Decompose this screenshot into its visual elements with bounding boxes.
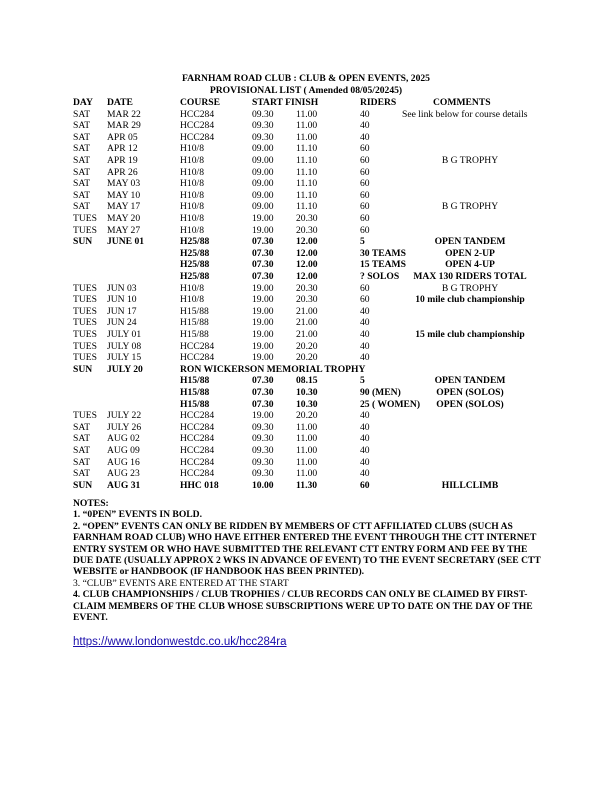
cell-finish: 12.00 (296, 270, 318, 282)
cell-date: JUN 10 (107, 294, 137, 306)
cell-finish: 20.20 (296, 410, 318, 422)
cell-course: H10/8 (180, 189, 204, 201)
cell-riders: 60 (360, 294, 370, 306)
cell-date: APR 05 (107, 131, 138, 143)
cell-riders: 60 (360, 166, 370, 178)
cell-finish: 08.15 (296, 375, 318, 387)
table-row (0, 294, 612, 306)
cell-course: H15/88 (180, 375, 210, 387)
table-row (0, 399, 612, 411)
cell-start: 09.30 (252, 468, 274, 480)
cell-riders: 40 (360, 421, 370, 433)
cell-day: TUES (73, 224, 97, 236)
cell-course: HCC284 (180, 131, 215, 143)
cell-start: 07.30 (252, 236, 274, 248)
cell-course: HCC284 (180, 120, 215, 132)
table-row (0, 306, 612, 318)
cell-riders: 60 (360, 479, 370, 491)
cell-course: HCC284 (180, 352, 215, 364)
table-row (0, 178, 612, 190)
table-row (0, 480, 612, 492)
cell-riders: 40 (360, 444, 370, 456)
table-row (0, 341, 612, 353)
cell-date: JUN 24 (107, 317, 137, 329)
cell-riders: 30 TEAMS (360, 247, 406, 259)
cell-course: H10/8 (180, 294, 204, 306)
cell-start: 09.00 (252, 201, 274, 213)
cell-day: TUES (73, 305, 97, 317)
cell-course: H15/88 (180, 386, 210, 398)
cell-date: JULY 20 (107, 363, 143, 375)
cell-date: JUN 17 (107, 305, 137, 317)
notes-section (73, 498, 543, 623)
cell-finish: 11.10 (296, 154, 318, 166)
cell-day: SAT (73, 421, 91, 433)
table-row (0, 248, 612, 260)
cell-date: APR 19 (107, 154, 138, 166)
cell-riders: 5 (360, 375, 365, 387)
cell-comment: OPEN 2-UP (445, 247, 495, 259)
col-day: DAY (73, 97, 93, 108)
cell-riders: 60 (360, 224, 370, 236)
cell-date: AUG 23 (107, 468, 140, 480)
cell-start: 19.00 (252, 340, 274, 352)
cell-riders: 40 (360, 410, 370, 422)
cell-course: HCC284 (180, 421, 215, 433)
cell-finish: 11.00 (296, 421, 318, 433)
cell-comment: HILLCLIMB (441, 479, 499, 491)
cell-finish: 12.00 (296, 236, 318, 248)
cell-course: H25/88 (180, 236, 210, 248)
cell-day: SAT (73, 468, 91, 480)
cell-finish: 20.30 (296, 212, 318, 224)
table-row (0, 283, 612, 295)
cell-date: APR 26 (107, 166, 138, 178)
cell-course: HCC284 (180, 468, 215, 480)
cell-riders: 40 (360, 340, 370, 352)
cell-riders: 25 ( WOMEN) (360, 398, 421, 410)
table-row (0, 317, 612, 329)
cell-comment: OPEN TANDEM (434, 375, 506, 387)
cell-finish: 11.10 (296, 166, 318, 178)
cell-date: JUNE 01 (107, 236, 145, 248)
table-row (0, 352, 612, 364)
cell-start: 19.00 (252, 212, 274, 224)
cell-finish: 11.00 (296, 444, 318, 456)
table-row (0, 236, 612, 248)
cell-riders: 40 (360, 352, 370, 364)
table-row (0, 445, 612, 457)
cell-finish: 21.00 (296, 305, 318, 317)
cell-riders: 40 (360, 328, 370, 340)
cell-day: TUES (73, 212, 97, 224)
cell-date: JULY 26 (107, 421, 142, 433)
cell-start: 09.30 (252, 131, 274, 143)
table-row (0, 143, 612, 155)
cell-course: HCC284 (180, 410, 215, 422)
cell-day: SAT (73, 189, 91, 201)
table-row (0, 190, 612, 202)
cell-date: JULY 08 (107, 340, 142, 352)
cell-comment: B G TROPHY (441, 282, 499, 294)
cell-day: TUES (73, 328, 97, 340)
table-row (0, 201, 612, 213)
cell-course: H10/8 (180, 143, 204, 155)
cell-course: HCC284 (180, 108, 215, 120)
cell-comment: OPEN TANDEM (434, 236, 506, 248)
cell-start: 19.00 (252, 352, 274, 364)
cell-finish: 11.00 (296, 131, 318, 143)
cell-day: SAT (73, 456, 91, 468)
cell-date: JULY 01 (107, 328, 142, 340)
cell-day: TUES (73, 294, 97, 306)
cell-finish: 11.00 (296, 468, 318, 480)
cell-riders: 40 (360, 108, 370, 120)
cell-start: 19.00 (252, 282, 274, 294)
cell-start: 09.30 (252, 108, 274, 120)
cell-date: MAY 03 (107, 178, 141, 190)
cell-course: HCC284 (180, 444, 215, 456)
cell-finish: 21.00 (296, 317, 318, 329)
cell-comment: MAX 130 RIDERS TOTAL (413, 270, 527, 282)
cell-start: 09.00 (252, 178, 274, 190)
cell-comment: 15 mile club championship (415, 328, 525, 340)
cell-course: H15/88 (180, 398, 210, 410)
cell-date: MAR 29 (107, 120, 141, 132)
cell-finish: 11.00 (296, 433, 318, 445)
cell-riders: 40 (360, 456, 370, 468)
cell-date: AUG 02 (107, 433, 140, 445)
cell-riders: 60 (360, 201, 370, 213)
cell-course: H25/88 (180, 247, 210, 259)
cell-finish: 11.00 (296, 120, 318, 132)
cell-finish: 21.00 (296, 328, 318, 340)
cell-comment: B G TROPHY (441, 154, 499, 166)
col-comments: COMMENTS (433, 97, 491, 108)
cell-date: MAY 27 (107, 224, 141, 236)
cell-riders: 60 (360, 282, 370, 294)
cell-start: 19.00 (252, 410, 274, 422)
col-start-finish: START FINISH (252, 97, 319, 108)
cell-course: HHC 018 (180, 479, 219, 491)
cell-finish: 20.30 (296, 224, 318, 236)
table-row (0, 109, 612, 121)
cell-date: JULY 15 (107, 352, 142, 364)
cell-start: 09.30 (252, 456, 274, 468)
cell-finish: 11.10 (296, 201, 318, 213)
col-riders: RIDERS (360, 97, 397, 108)
table-row (0, 375, 612, 387)
cell-day: SAT (73, 108, 91, 120)
cell-start: 09.00 (252, 154, 274, 166)
cell-course: H15/88 (180, 328, 209, 340)
cell-finish: 20.30 (296, 282, 318, 294)
cell-date: AUG 16 (107, 456, 140, 468)
note-3: 3. “CLUB” EVENTS ARE ENTERED AT THE START (73, 577, 289, 589)
cell-course: RON WICKERSON MEMORIAL TROPHY (180, 363, 366, 375)
cell-riders: 40 (360, 317, 370, 329)
cell-course: H10/8 (180, 212, 204, 224)
table-row (0, 213, 612, 225)
cell-riders: 40 (360, 131, 370, 143)
cell-start: 07.30 (252, 386, 274, 398)
table-row (0, 364, 612, 376)
cell-riders: 60 (360, 189, 370, 201)
cell-start: 09.30 (252, 421, 274, 433)
cell-day: SUN (73, 363, 93, 375)
col-date: DATE (107, 97, 133, 108)
cell-start: 07.30 (252, 375, 274, 387)
cell-finish: 10.30 (296, 398, 318, 410)
cell-finish: 11.10 (296, 178, 318, 190)
cell-date: JULY 22 (107, 410, 142, 422)
table-row (0, 167, 612, 179)
cell-finish: 20.20 (296, 352, 318, 364)
table-row (0, 410, 612, 422)
cell-day: SAT (73, 143, 91, 155)
table-row (0, 468, 612, 480)
table-row (0, 271, 612, 283)
cell-day: SAT (73, 201, 91, 213)
cell-finish: 11.00 (296, 108, 318, 120)
cell-start: 19.00 (252, 317, 274, 329)
cell-start: 07.30 (252, 247, 274, 259)
cell-start: 19.00 (252, 294, 274, 306)
cell-finish: 11.30 (296, 479, 318, 491)
cell-date: MAY 20 (107, 212, 141, 224)
cell-start: 09.00 (252, 143, 274, 155)
cell-day: TUES (73, 317, 97, 329)
cell-riders: 40 (360, 433, 370, 445)
cell-course: H10/8 (180, 282, 204, 294)
cell-date: AUG 09 (107, 444, 140, 456)
cell-course: H25/88 (180, 270, 210, 282)
cell-finish: 10.30 (296, 386, 318, 398)
cell-finish: 11.10 (296, 143, 318, 155)
table-row (0, 155, 612, 167)
cell-day: TUES (73, 352, 97, 364)
page-subtitle: PROVISIONAL LIST ( Amended 08/05/20245) (209, 85, 403, 96)
table-row (0, 259, 612, 271)
cell-course: HCC284 (180, 340, 215, 352)
cell-day: SAT (73, 178, 91, 190)
cell-riders: 60 (360, 143, 370, 155)
cell-riders: 60 (360, 154, 370, 166)
cell-day: SAT (73, 433, 91, 445)
note-1: 1. “0PEN” EVENTS IN BOLD. (73, 509, 203, 521)
cell-start: 09.00 (252, 166, 274, 178)
cell-day: SAT (73, 120, 91, 132)
cell-course: H10/8 (180, 201, 204, 213)
cell-start: 07.30 (252, 398, 274, 410)
cell-day: SAT (73, 444, 91, 456)
cell-day: SAT (73, 154, 91, 166)
col-course: COURSE (180, 97, 220, 108)
cell-start: 09.30 (252, 120, 274, 132)
cell-course: H10/8 (180, 154, 204, 166)
cell-day: SUN (73, 236, 93, 248)
cell-riders: 40 (360, 305, 370, 317)
cell-finish: 20.20 (296, 340, 318, 352)
table-row (0, 422, 612, 434)
cell-riders: 40 (360, 468, 370, 480)
cell-comment: OPEN 4-UP (445, 259, 495, 271)
cell-riders: 40 (360, 120, 370, 132)
cell-course: H10/8 (180, 178, 204, 190)
table-row (0, 387, 612, 399)
page-title: FARNHAM ROAD CLUB : CLUB & OPEN EVENTS, 2025 (182, 73, 430, 84)
cell-day: SAT (73, 166, 91, 178)
cell-course: HCC284 (180, 433, 215, 445)
cell-start: 09.00 (252, 189, 274, 201)
cell-start: 19.00 (252, 224, 274, 236)
cell-date: JUN 03 (107, 282, 137, 294)
cell-date: AUG 31 (107, 479, 141, 491)
cell-date: MAR 22 (107, 108, 141, 120)
cell-riders: 90 (MEN) (360, 386, 401, 398)
cell-day: TUES (73, 282, 97, 294)
cell-finish: 20.30 (296, 294, 318, 306)
course-details-link[interactable]: https://www.londonwestdc.co.uk/hcc284ra (73, 636, 287, 648)
cell-start: 19.00 (252, 328, 274, 340)
table-row (0, 132, 612, 144)
table-row (0, 329, 612, 341)
cell-finish: 12.00 (296, 247, 318, 259)
cell-finish: 12.00 (296, 259, 318, 271)
cell-riders: 15 TEAMS (360, 259, 406, 271)
cell-course: HCC284 (180, 456, 215, 468)
cell-comment: B G TROPHY (441, 201, 499, 213)
cell-course: H10/8 (180, 224, 204, 236)
note-2: 2. “OPEN” EVENTS CAN ONLY BE RIDDEN BY MEMBERS OF CTT AFFILIATED CLUBS (SUCH AS FARNHAM ROAD CLUB) WHO HAVE EITHER ENTERED THE EVENT THROUGH THE CTT INTERNET ENTRY SYSTEM OR WHO HAVE SUBMITTED THE RELEVANT CTT ENTRY FORM AND FEE BY THE DUE DATE (USUALLY APPROX 2 WKS IN ADVANCE OF EVENT) TO THE EVENT SECRETARY (SEE CTT WEBSITE or HANDBOOK (IF HANDBOOK HAS BEEN PRINTED). (73, 520, 541, 578)
cell-start: 10.00 (252, 479, 274, 491)
cell-finish: 11.00 (296, 456, 318, 468)
cell-day: TUES (73, 410, 97, 422)
cell-day: SUN (73, 479, 93, 491)
cell-day: SAT (73, 131, 91, 143)
table-row (0, 457, 612, 469)
cell-start: 09.30 (252, 444, 274, 456)
cell-start: 07.30 (252, 259, 274, 271)
cell-comment: 10 mile club championship (415, 294, 525, 306)
cell-day: TUES (73, 340, 97, 352)
cell-date: APR 12 (107, 143, 138, 155)
cell-start: 19.00 (252, 305, 274, 317)
cell-riders: ? SOLOS (360, 270, 400, 282)
notes-heading: NOTES: (73, 498, 109, 509)
cell-course: H10/8 (180, 166, 204, 178)
table-row (0, 120, 612, 132)
cell-comment: See link below for course details (402, 108, 528, 120)
cell-start: 09.30 (252, 433, 274, 445)
cell-riders: 5 (360, 236, 365, 248)
cell-start: 07.30 (252, 270, 274, 282)
note-4: 4. CLUB CHAMPIONSHIPS / CLUB TROPHIES / CLUB RECORDS CAN ONLY BE CLAIMED BY FIRST-CLAIM MEMBERS OF THE CLUB WHOSE SUBSCRIPTIONS WERE UP TO DATE ON THE DAY OF THE EVENT. (73, 589, 533, 624)
cell-course: H15/88 (180, 317, 209, 329)
cell-riders: 60 (360, 178, 370, 190)
cell-comment: OPEN (SOLOS) (436, 398, 504, 410)
table-row (0, 225, 612, 237)
cell-course: H15/88 (180, 305, 209, 317)
cell-comment: OPEN (SOLOS) (436, 386, 504, 398)
table-row (0, 433, 612, 445)
cell-finish: 11.10 (296, 189, 318, 201)
cell-date: MAY 10 (107, 189, 141, 201)
cell-date: MAY 17 (107, 201, 141, 213)
cell-course: H25/88 (180, 259, 210, 271)
cell-riders: 60 (360, 212, 370, 224)
